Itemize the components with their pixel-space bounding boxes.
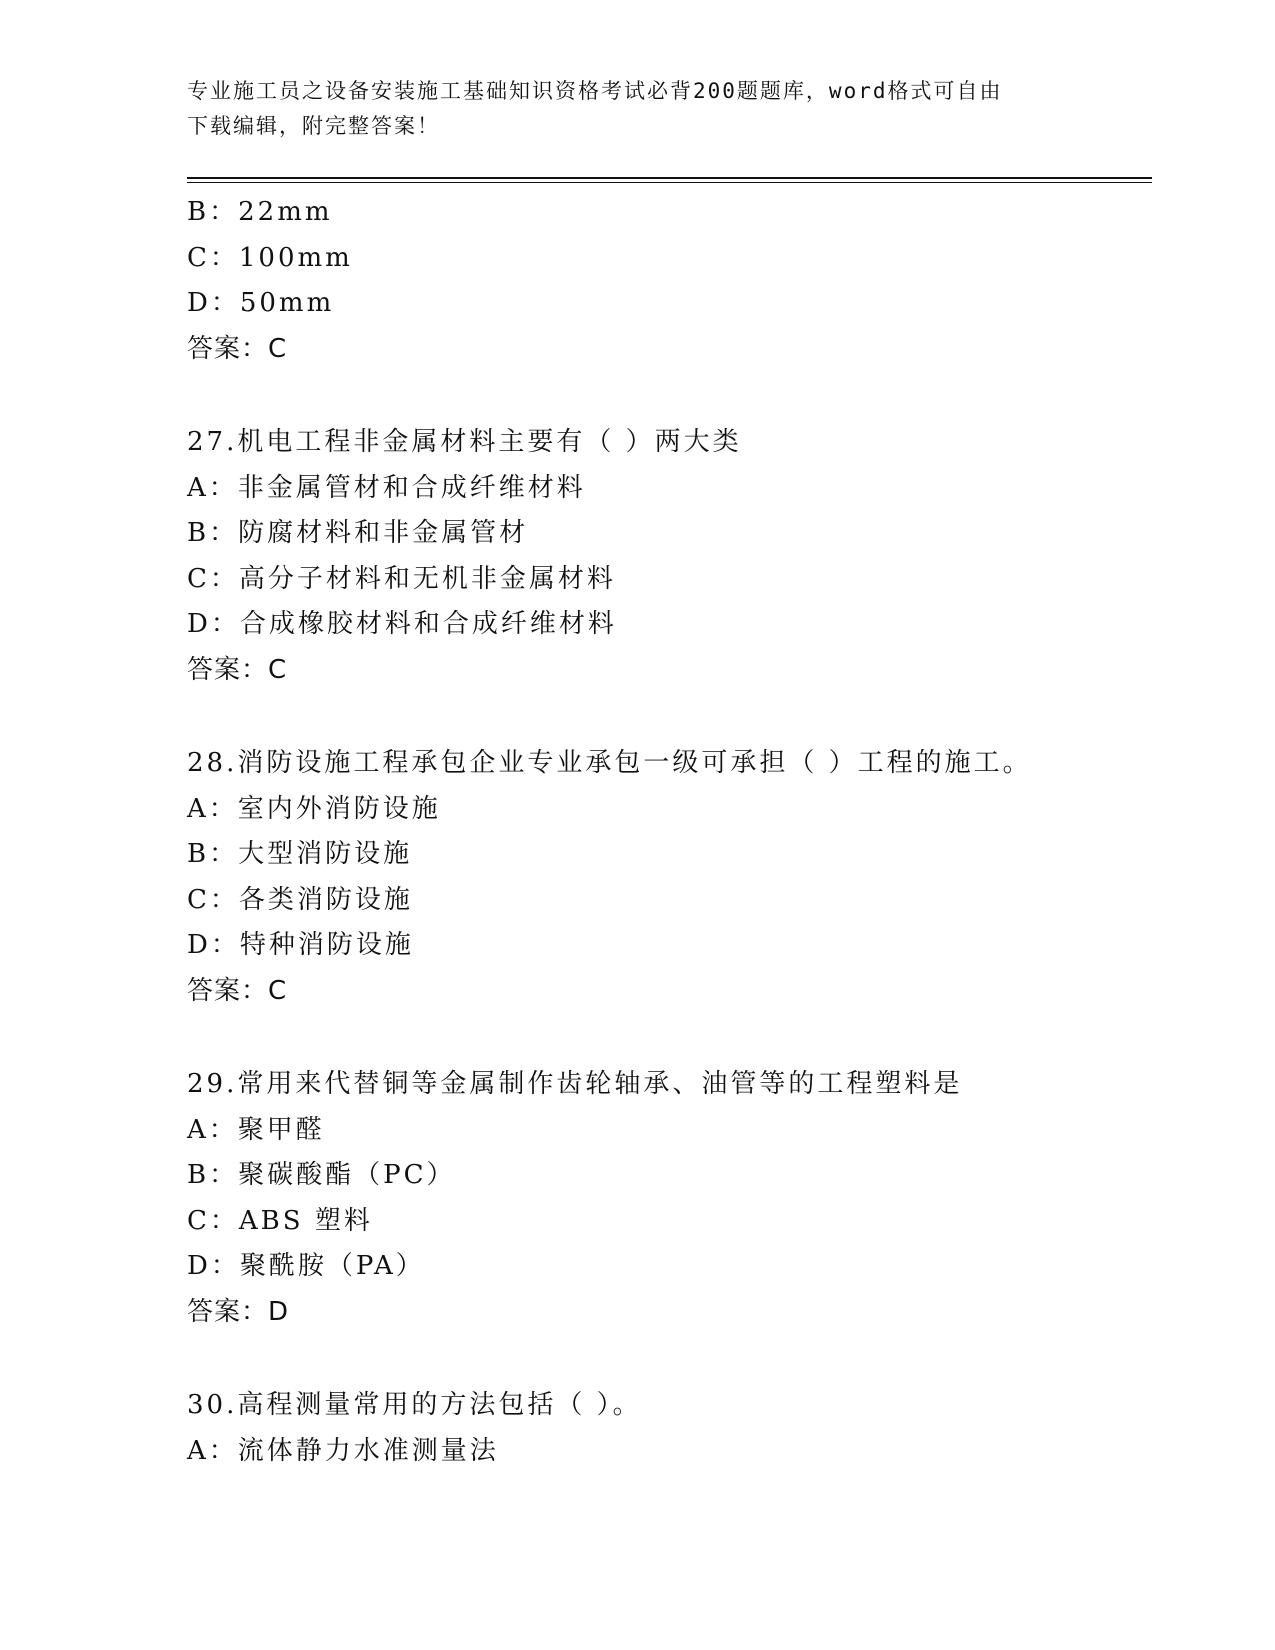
header-line-2: 下载编辑，附完整答案！ bbox=[187, 114, 440, 138]
answer-text: 答案：C bbox=[187, 654, 288, 685]
question-30 bbox=[187, 1383, 1152, 1474]
option-d: D：特种消防设施 bbox=[187, 930, 414, 960]
option-a: A：聚甲醛 bbox=[187, 1114, 325, 1145]
option-d: D：聚酰胺（PA） bbox=[187, 1251, 425, 1281]
option-d: D：合成橡胶材料和合成纤维材料 bbox=[187, 609, 617, 639]
option-c: C：各类消防设施 bbox=[187, 884, 413, 915]
option-c: C：ABS 塑料 bbox=[187, 1205, 373, 1236]
option-a: A：流体静力水准测量法 bbox=[187, 1435, 499, 1466]
question-text: 29.常用来代替铜等金属制作齿轮轴承、油管等的工程塑料是 bbox=[187, 1069, 963, 1099]
answer-text: 答案：D bbox=[187, 1296, 290, 1327]
option-a: A：非金属管材和合成纤维材料 bbox=[187, 472, 586, 503]
option-c: C：100mm bbox=[187, 242, 353, 273]
document-header bbox=[187, 74, 1067, 144]
question-27 bbox=[187, 420, 1152, 693]
option-b: B：聚碳酸酯（PC） bbox=[187, 1160, 456, 1190]
question-text: 28.消防设施工程承包企业专业承包一级可承担（ ）工程的施工。 bbox=[187, 748, 1032, 778]
question-text: 30.高程测量常用的方法包括（ ）。 bbox=[187, 1390, 642, 1420]
answer-text: 答案：C bbox=[187, 333, 288, 364]
option-b: B：大型消防设施 bbox=[187, 839, 413, 869]
question-list bbox=[187, 190, 1152, 1474]
question-29 bbox=[187, 1062, 1152, 1335]
option-b: B：防腐材料和非金属管材 bbox=[187, 518, 529, 548]
option-a: A：室内外消防设施 bbox=[187, 793, 441, 824]
answer-text: 答案：C bbox=[187, 975, 288, 1006]
option-c: C：高分子材料和无机非金属材料 bbox=[187, 563, 616, 594]
header-divider-thin bbox=[187, 182, 1152, 183]
question-28 bbox=[187, 741, 1152, 1014]
option-d: D：50mm bbox=[187, 288, 335, 318]
header-line-1: 专业施工员之设备安装施工基础知识资格考试必背200题题库，word格式可自由 bbox=[187, 79, 1003, 103]
question-text: 27.机电工程非金属材料主要有（ ）两大类 bbox=[187, 427, 742, 457]
option-b: B：22mm bbox=[187, 197, 333, 227]
header-divider-thick bbox=[187, 177, 1152, 179]
question-26-tail bbox=[187, 190, 1152, 372]
